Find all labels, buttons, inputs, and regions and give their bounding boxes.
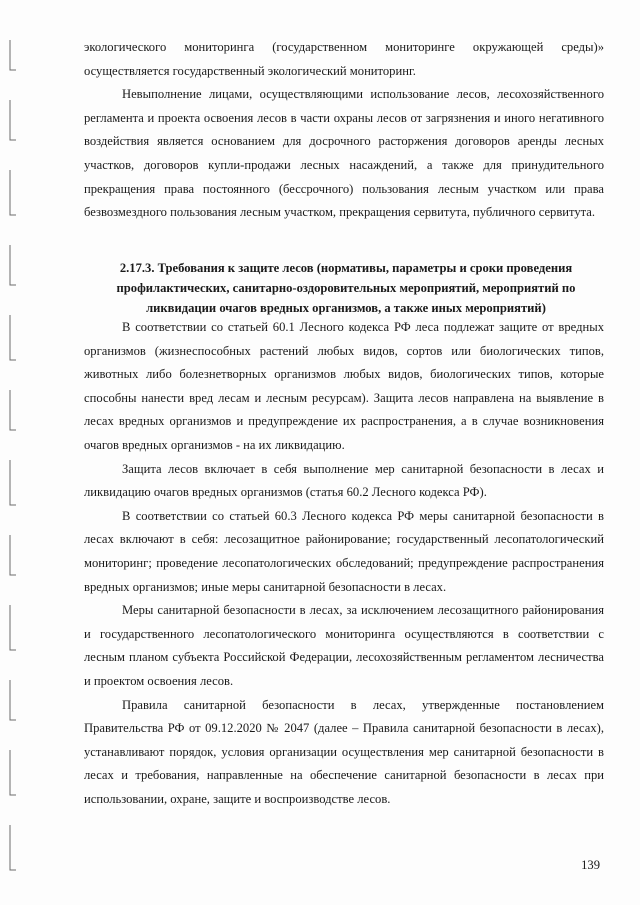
paragraph-article-60-1: В соответствии со статьей 60.1 Лесного кодекса РФ леса подлежат защите от вредных организмов (жизнеспособных растений любых видов, сортов или биологических типов, животных либо болезнетворных организмов любых видов, биологических типов, которые способны нанести вред лесам и лесным ресурсам). Защита лесов направлена на выявление в лесах вредных организмов и предупреждение их распространения, а в случае возникновения очагов вредных организмов - на их ликвидацию.	[84, 320, 604, 452]
paragraph-sanitary-measures: Меры санитарной безопасности в лесах, за исключением лесозащитного районирования и государственного лесопатологического мониторинга осуществляются в соответствии с лесным планом субъекта Российской Федерации, лесохозяйственным регламентом лесничества и проектом освоения лесов.	[84, 603, 604, 688]
paragraph-violation: Невыполнение лицами, осуществляющими использование лесов, лесохозяйственного регламента и проекта освоения лесов в части охраны лесов от загрязнения и иного негативного воздействия является основанием для досрочного расторжения договоров аренды лесных участков, договоров купли-продажи лесных насаждений, а также для принудительного прекращения права постоянного (бессрочного) пользования лесным участком или права безвозмездного пользования лесным участком, прекращения сервитута, публичного сервитута.	[84, 87, 604, 220]
page-number: 139	[581, 858, 600, 872]
top-text	[84, 36, 604, 225]
paragraph-continuation: экологического мониторинга (государственном мониторинге окружающей среды)» осуществляется государственный экологический мониторинг.	[84, 40, 604, 78]
paragraph-sanitary-rules: Правила санитарной безопасности в лесах, утвержденные постановлением Правительства РФ от 09.12.2020 № 2047 (далее – Правила санитарной безопасности в лесах), устанавливают порядок, условия организации осуществления мер санитарной безопасности в лесах и требования, направленные на обеспечение санитарной безопасности в лесах при использовании, охране, защите и воспроизводстве лесов.	[84, 697, 604, 806]
binding-marks	[4, 30, 18, 890]
paragraph-protection-includes: Защита лесов включает в себя выполнение мер санитарной безопасности в лесах и ликвидацию очагов вредных организмов (статья 60.2 Лесного кодекса РФ).	[84, 461, 604, 500]
paragraph-article-60-3: В соответствии со статьей 60.3 Лесного кодекса РФ меры санитарной безопасности в лесах включают в себя: лесозащитное районирование; государственный лесопатологический мониторинг; проведение лесопатологических обследований; предупреждение распространения вредных организмов; иные меры санитарной безопасности в лесах.	[84, 508, 604, 594]
body-text	[84, 316, 604, 811]
binding-marks-graphic	[4, 30, 18, 890]
section-heading: 2.17.3. Требования к защите лесов (нормативы, параметры и сроки проведения профилактических, санитарно-оздоровительных мероприятий, мероприятий по ликвидации очагов вредных организмов, а также иных мероприятий)	[116, 261, 576, 315]
